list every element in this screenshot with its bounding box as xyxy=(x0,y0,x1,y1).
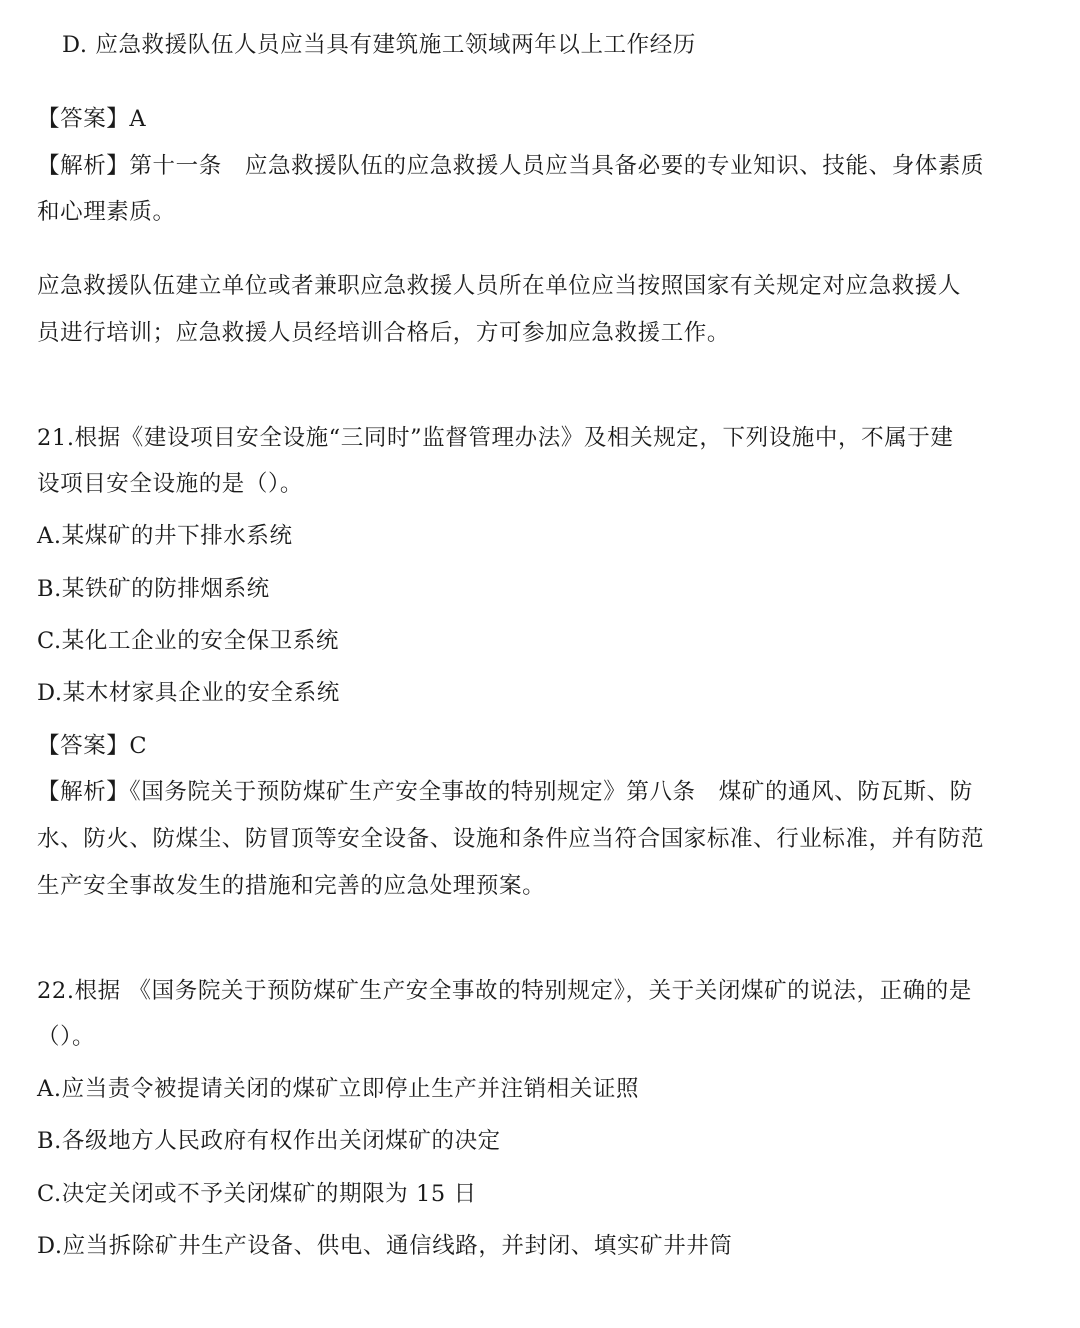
q21-answer: 【答案】C xyxy=(37,733,148,759)
q20-explanation-line-1: 【解析】第十一条 应急救援队伍的应急救援人员应当具备必要的专业知识、技能、身体素质 xyxy=(37,153,985,179)
q21-option-a: A.某煤矿的井下排水系统 xyxy=(37,523,293,549)
q20-option-d: D. 应急救援队伍人员应当具有建筑施工领域两年以上工作经历 xyxy=(62,32,696,58)
q21-option-b: B.某铁矿的防排烟系统 xyxy=(37,576,270,602)
q21-option-c: C.某化工企业的安全保卫系统 xyxy=(37,628,339,654)
q20-explanation-line-4: 员进行培训；应急救援人员经培训合格后，方可参加应急救援工作。 xyxy=(37,320,731,346)
q21-stem-line-1: 21.根据《建设项目安全设施“三同时”监督管理办法》及相关规定，下列设施中，不属于建 xyxy=(37,425,954,451)
q20-explanation-line-3: 应急救援队伍建立单位或者兼职应急救援人员所在单位应当按照国家有关规定对应急救援人 xyxy=(37,273,962,299)
q21-option-d: D.某木材家具企业的安全系统 xyxy=(37,680,340,706)
q20-explanation-line-2: 和心理素质。 xyxy=(37,199,176,225)
q22-option-b: B.各级地方人民政府有权作出关闭煤矿的决定 xyxy=(37,1128,501,1154)
q22-stem-line-1: 22.根据 《国务院关于预防煤矿生产安全事故的特别规定》，关于关闭煤矿的说法，正确的是 xyxy=(37,978,972,1004)
q21-explanation-line-1: 【解析】《国务院关于预防煤矿生产安全事故的特别规定》第八条 煤矿的通风、防瓦斯、防 xyxy=(37,779,973,805)
q21-explanation-line-2: 水、防火、防煤尘、防冒顶等安全设备、设施和条件应当符合国家标准、行业标准，并有防范 xyxy=(37,826,985,852)
q22-option-d: D.应当拆除矿井生产设备、供电、通信线路，并封闭、填实矿井井筒 xyxy=(37,1233,733,1259)
q22-option-c: C.决定关闭或不予关闭煤矿的期限为 15 日 xyxy=(37,1181,477,1207)
q22-option-a: A.应当责令被提请关闭的煤矿立即停止生产并注销相关证照 xyxy=(37,1076,640,1102)
q21-explanation-line-3: 生产安全事故发生的措施和完善的应急处理预案。 xyxy=(37,873,546,899)
q21-stem-line-2: 设项目安全设施的是（）。 xyxy=(37,471,303,497)
q20-answer: 【答案】A xyxy=(37,106,147,132)
q22-stem-line-2: （）。 xyxy=(37,1024,96,1050)
